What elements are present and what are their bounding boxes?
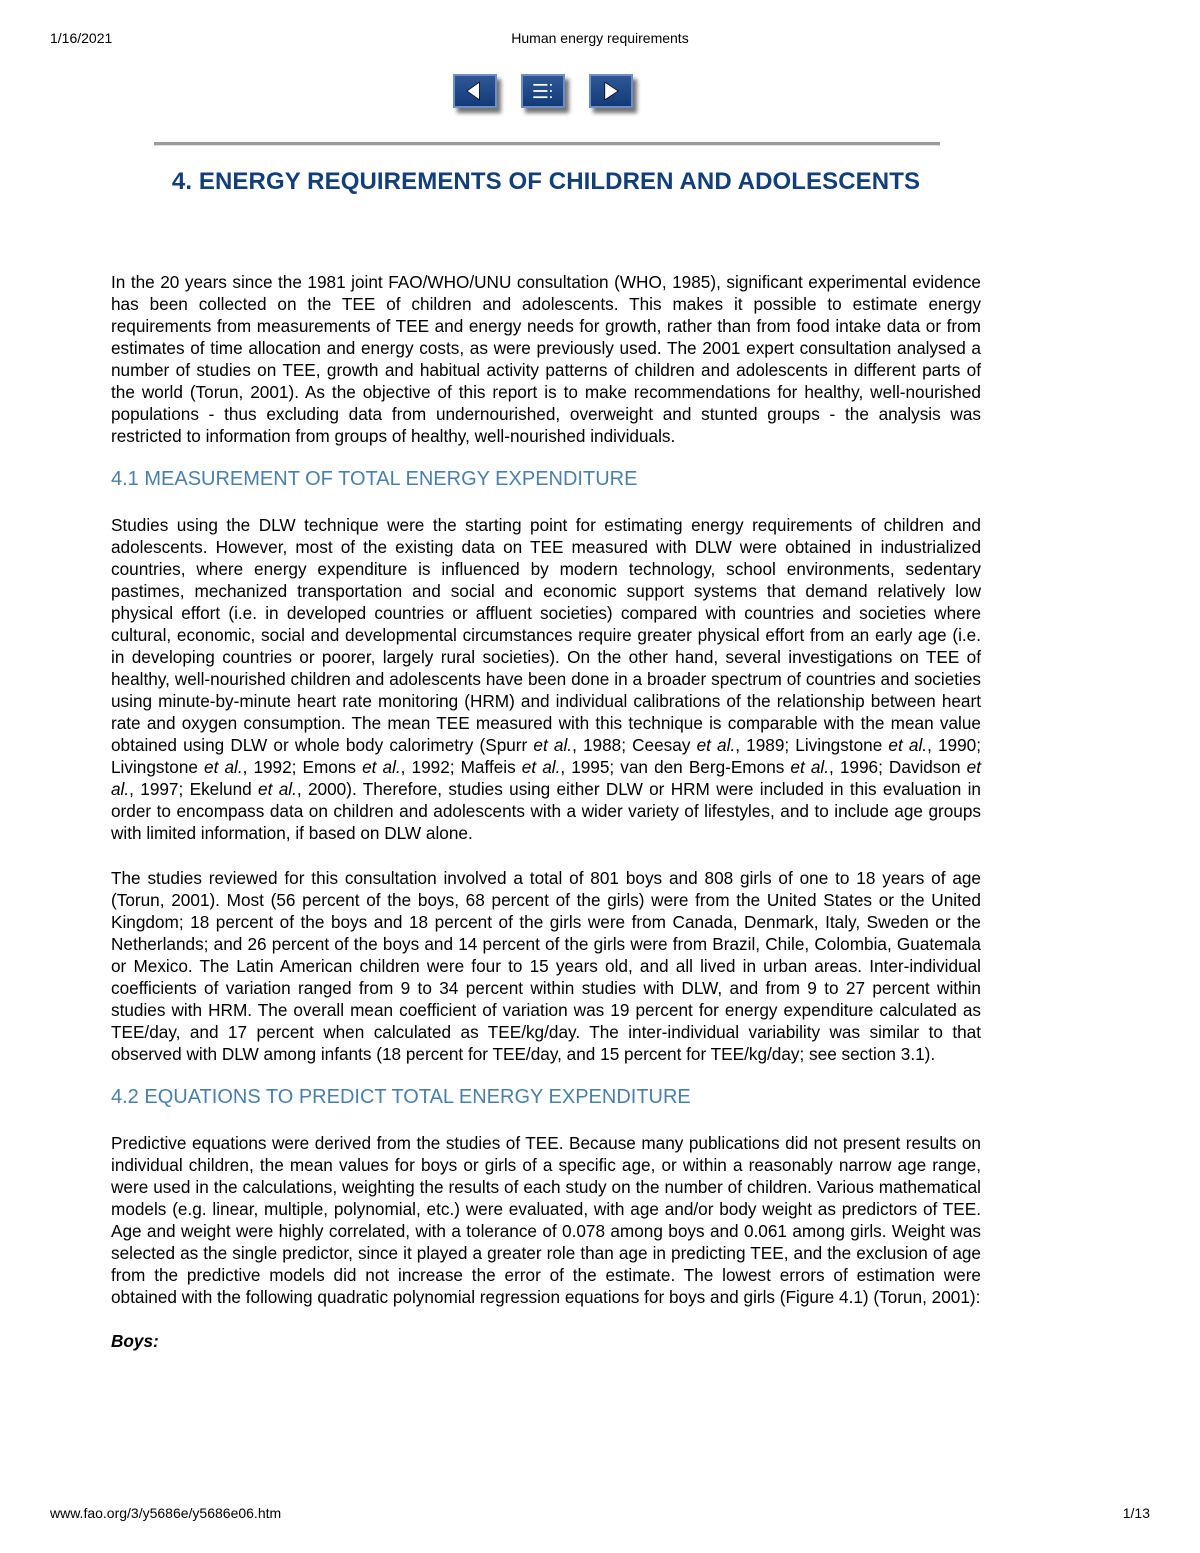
section-4-1-paragraph-2: The studies reviewed for this consultation involved a total of 801 boys and 808 girls of one to 18 years of age (Torun, 2001). Most (56 percent of the boys, 68 percent of the girls) were from the United States or the United Kingdom; 18 percent of the boys and 18 percent of the girls were from Canada, Denmark, Italy, Sweden or the Netherlands; and 26 percent of the boys and 14 percent of the girls were from Brazil, Chile, Colombia, Guatemala or Mexico. The Latin American children were four to 15 years old, and all lived in urban areas. Inter-individual coefficients of variation ranged from 9 to 34 percent within studies with DLW, and from 9 to 27 percent within studies with HRM. The overall mean coefficient of variation was 19 percent for energy expenditure calculated as TEE/day, and 17 percent when calculated as TEE/kg/day. The inter-individual variability was similar to that observed with DLW among infants (18 percent for TEE/day, and 15 percent for TEE/kg/day; see section 3.1). [111,868,981,1064]
print-header [50,30,1150,50]
page-number: 1/13 [1122,1505,1150,1521]
section-4-1-paragraph-1: Studies using the DLW technique were the starting point for estimating energy requirements of children and adolescents. However, most of the existing data on TEE measured with DLW were obtained in industrialized countries, where energy expenditure is influenced by modern technology, school environments, sedentary pastimes, mechanized transportation and social and economic support systems that demand relatively low physical effort (i.e. in developed countries or affluent societies) compared with countries and societies where cultural, economic, social and developmental circumstances require greater physical effort from an early age (i.e. in developing countries or poorer, largely rural societies). On the other hand, several investigations on TEE of healthy, well-nourished children and adolescents have been done in a broader spectrum of countries and societies using minute-by-minute heart rate monitoring (HRM) and individual calibrations of the relationship between heart rate and oxygen consumption. The mean TEE measured with this technique is comparable with the mean value obtained using DLW or whole body calorimetry (Spurr et al., 1988; Ceesay et al., 1989; Livingstone et al., 1990; Livingstone et al., 1992; Emons et al., 1992; Maffeis et al., 1995; van den Berg-Emons et al., 1996; Davidson et al., 1997; Ekelund et al., 2000). Therefore, studies using either DLW or HRM were included in this evaluation in order to encompass data on children and adolescents with a wider variety of lifestyles, and to include age groups with limited information, if based on DLW alone. [111,515,981,843]
boys-subheading: Boys: [111,1331,159,1351]
section-4-1-heading: 4.1 MEASUREMENT OF TOTAL ENERGY EXPENDITURE [111,468,638,490]
page-url: www.fao.org/3/y5686e/y5686e06.htm [50,1505,282,1521]
horizontal-divider [154,142,940,146]
navigation-bar [453,74,645,118]
print-page-title: Human energy requirements [511,30,689,46]
section-4-2-heading: 4.2 EQUATIONS TO PREDICT TOTAL ENERGY EXPENDITURE [111,1086,691,1108]
print-date: 1/16/2021 [50,30,113,46]
table-of-contents-button[interactable] [521,74,565,108]
section-4-2-paragraph-1: Predictive equations were derived from the studies of TEE. Because many publications did not present results on individual children, the mean values for boys or girls of a specific age, or within a reasonably narrow age range, were used in the calculations, weighting the results of each study on the number of children. Various mathematical models (e.g. linear, multiple, polynomial, etc.) were evaluated, with age and/or body weight as predictors of TEE. Age and weight were highly correlated, with a tolerance of 0.078 among boys and 0.061 among girls. Weight was selected as the single predictor, since it played a greater role than age in predicting TEE, and the exclusion of age from the predictive models did not increase the error of the estimate. The lowest errors of estimation were obtained with the following quadratic polynomial regression equations for boys and girls (Figure 4.1) (Torun, 2001): [111,1133,981,1307]
triangle-left-icon [455,76,495,106]
previous-page-button[interactable] [453,74,497,108]
chapter-title: 4. ENERGY REQUIREMENTS OF CHILDREN AND ADOLESCENTS [171,168,921,195]
triangle-right-icon [591,76,631,106]
intro-paragraph: In the 20 years since the 1981 joint FAO/WHO/UNU consultation (WHO, 1985), significant experimental evidence has been collected on the TEE of children and adolescents. This makes it possible to estimate energy requirements from measurements of TEE and energy needs for growth, rather than from food intake data or from estimates of time allocation and energy costs, as were previously used. The 2001 expert consultation analysed a number of studies on TEE, growth and habitual activity patterns of children and adolescents in different parts of the world (Torun, 2001). As the objective of this report is to make recommendations for healthy, well-nourished populations - thus excluding data from undernourished, overweight and stunted groups - the analysis was restricted to information from groups of healthy, well-nourished individuals. [111,272,981,446]
print-footer [50,1505,1150,1525]
next-page-button[interactable] [589,74,633,108]
list-icon [523,76,563,106]
article-content [111,168,981,1352]
